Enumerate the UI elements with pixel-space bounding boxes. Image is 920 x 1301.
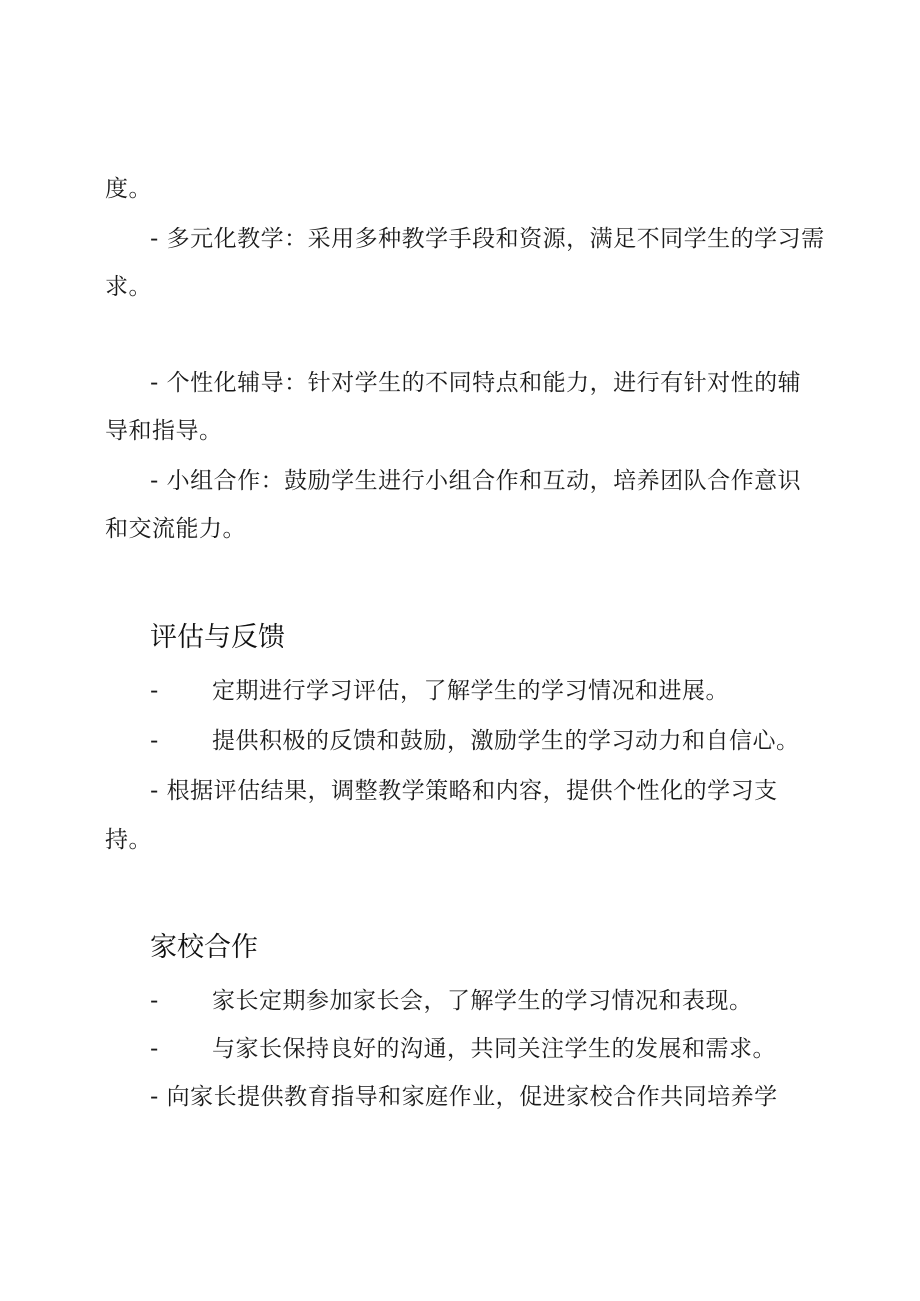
list-item: [150, 986, 753, 1016]
list-item-text: 家长定期参加家长会，了解学生的学习情况和表现。: [212, 988, 753, 1014]
section-heading-assessment: 评估与反馈: [150, 622, 285, 653]
list-dash: -: [150, 728, 159, 754]
paragraph-line: 持。: [105, 827, 152, 853]
list-item-text: 提供积极的反馈和鼓励，激励学生的学习动力和自信心。: [212, 728, 800, 754]
paragraph-line: - 个性化辅导：针对学生的不同特点和能力，进行有针对性的辅: [150, 370, 802, 396]
list-item: [150, 676, 729, 706]
list-item: [150, 726, 800, 756]
list-item: [150, 1034, 776, 1064]
list-item-text: 定期进行学习评估，了解学生的学习情况和进展。: [212, 678, 729, 704]
list-dash: -: [150, 1036, 159, 1062]
paragraph-line: 度。: [105, 176, 152, 202]
section-heading-home-school: 家校合作: [150, 932, 258, 963]
paragraph-line: - 根据评估结果，调整教学策略和内容，提供个性化的学习支: [150, 778, 778, 804]
paragraph-line: - 多元化教学：采用多种教学手段和资源，满足不同学生的学习需: [150, 226, 825, 252]
paragraph-line: 和交流能力。: [105, 516, 246, 542]
list-dash: -: [150, 988, 159, 1014]
paragraph-line: - 小组合作：鼓励学生进行小组合作和互动，培养团队合作意识: [150, 468, 802, 494]
paragraph-line: 导和指导。: [105, 418, 223, 444]
paragraph-line: 求。: [105, 274, 152, 300]
list-dash: -: [150, 678, 159, 704]
paragraph-line: - 向家长提供教育指导和家庭作业，促进家校合作共同培养学: [150, 1084, 778, 1110]
list-item-text: 与家长保持良好的沟通，共同关注学生的发展和需求。: [212, 1036, 776, 1062]
